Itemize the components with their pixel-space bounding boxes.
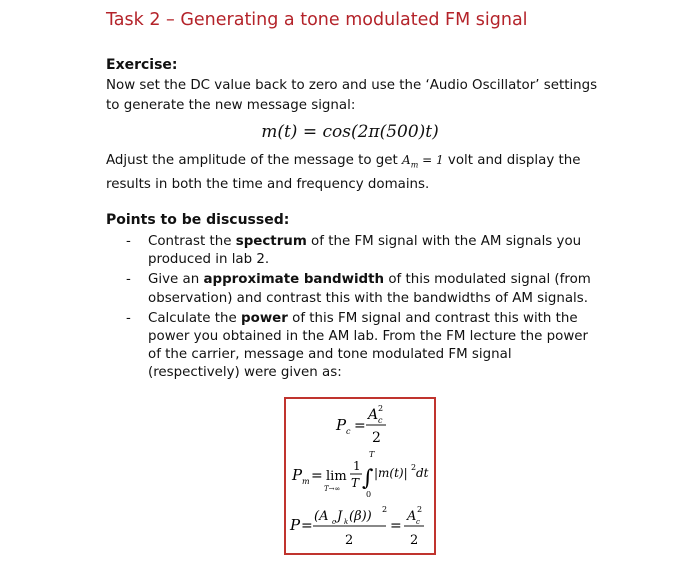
amplitude-instruction — [106, 150, 606, 195]
carrier-power-formula — [335, 404, 386, 446]
pm-lhs-sub: m — [302, 477, 310, 486]
pc-num: A — [368, 407, 379, 423]
p-den: 2 — [345, 533, 354, 548]
p-equals: = — [301, 518, 313, 534]
fm-power-formula — [289, 505, 424, 548]
item-text: of the FM signal with the AM signals you produced in lab 2. — [148, 234, 582, 268]
item-bold: spectrum — [235, 234, 307, 249]
exercise-heading: Exercise: — [106, 57, 178, 73]
amplitude-subscript: m — [410, 160, 419, 170]
p-equals-2: = — [390, 518, 402, 534]
exercise-intro: Now set the DC value back to zero and use the ‘Audio Oscillator’ settings to generate the new message signal: — [106, 78, 598, 113]
p-num-part3: (β)) — [349, 509, 372, 524]
pm-int-lower: 0 — [366, 490, 372, 499]
amplitude-text-after: volt and display the results in both the time and frequency domains. — [106, 153, 581, 193]
pm-integrand-sup: 2 — [411, 463, 417, 472]
pc-num-sup: 2 — [378, 404, 384, 413]
p-rhs-num: A — [407, 509, 417, 524]
item-text: Contrast the — [148, 234, 236, 249]
message-power-formula — [291, 450, 429, 499]
p-rhs-den: 2 — [410, 533, 419, 548]
item-text: Give an — [148, 272, 204, 288]
pm-lim: lim — [326, 469, 347, 484]
p-lhs: P — [290, 516, 301, 534]
list-item — [122, 271, 592, 307]
amplitude-math — [402, 153, 444, 170]
pm-lim-sub: T→∞ — [324, 485, 341, 493]
power-formulas — [286, 399, 434, 553]
item-text: of this modulated signal (from observation) and contrast this with the bandwidths of AM signals. — [148, 272, 591, 306]
pm-lhs: P — [292, 466, 303, 484]
pc-lhs-sub: c — [346, 427, 351, 436]
discussion-points-list — [122, 233, 592, 385]
pm-equals: = — [311, 468, 323, 484]
pm-int-upper: T — [369, 450, 375, 459]
amplitude-value: = 1 — [418, 153, 444, 167]
p-rhs-num-sup: 2 — [417, 505, 423, 514]
points-heading: Points to be discussed: — [106, 212, 290, 228]
pc-equals: = — [354, 418, 366, 434]
pm-integral-sign: ∫ — [362, 466, 374, 491]
message-equation: m(t) = cos(2π(500)t) — [261, 122, 439, 142]
p-rhs-num-sub: c — [416, 518, 420, 526]
pm-frac-num: 1 — [353, 459, 361, 473]
amplitude-text-before: Adjust the amplitude of the message to get — [106, 153, 403, 168]
pc-den: 2 — [372, 430, 381, 446]
item-text: of this FM signal and contrast this with the power you obtained in the AM lab. From the FM lecture the power of the carrier, message and tone modulated FM signal (respectively) were given as: — [148, 310, 589, 381]
list-item — [122, 310, 592, 383]
item-text: Calculate the — [148, 310, 242, 326]
amplitude-symbol: A — [402, 153, 411, 167]
p-num-part1: (A — [314, 509, 329, 524]
p-num-part2: J — [337, 509, 343, 524]
pm-dt: dt — [416, 466, 429, 480]
power-formulas-box — [284, 397, 436, 555]
pm-integrand: |m(t)| — [374, 466, 408, 480]
item-bold: power — [241, 310, 288, 326]
p-num-sub2: k — [344, 518, 349, 526]
pc-num-sub: c — [378, 416, 383, 425]
pc-lhs: P — [336, 416, 347, 434]
pm-frac-den: T — [351, 476, 360, 490]
item-bold: approximate bandwidth — [203, 272, 385, 288]
p-num-sub1: c — [332, 518, 336, 526]
list-item — [122, 233, 592, 269]
p-num-sup: 2 — [382, 505, 388, 514]
task-title: Task 2 – Generating a tone modulated FM signal — [106, 10, 528, 30]
